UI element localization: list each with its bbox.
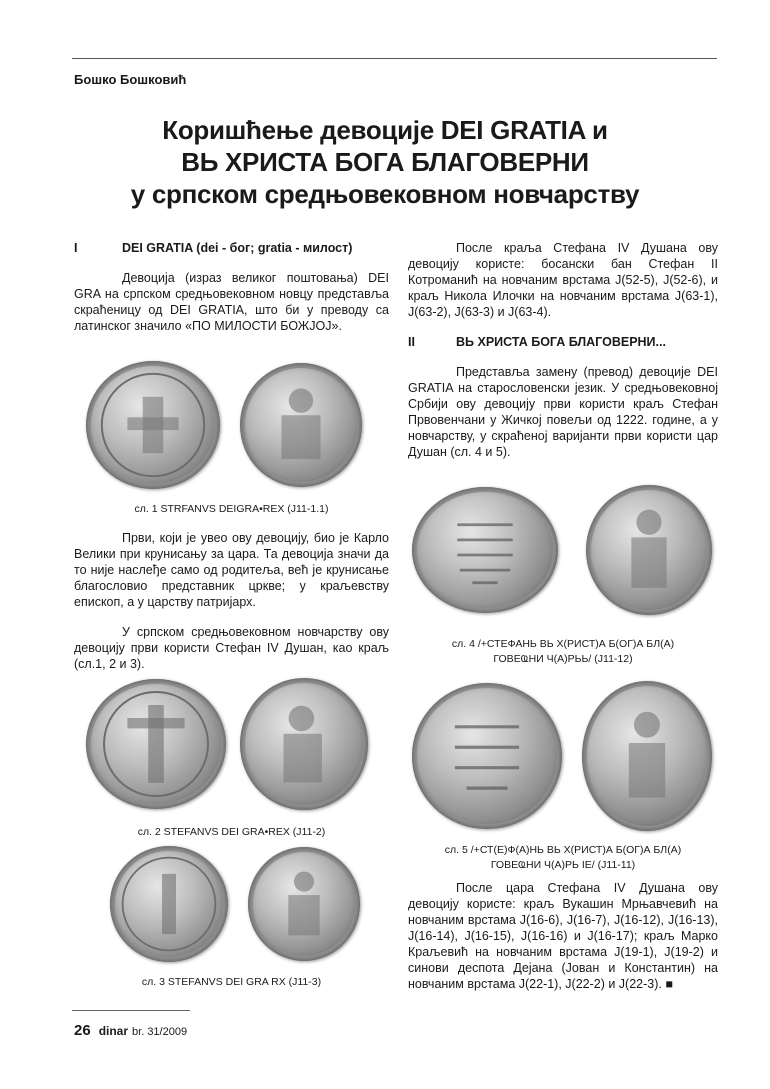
section-2-heading xyxy=(408,334,718,350)
figure-3-caption: сл. 3 STEFANVS DEI GRA RX (J11-3) xyxy=(141,976,322,988)
section-2-body xyxy=(408,880,718,992)
title-line-3: у српском средњовековном новчарству xyxy=(130,179,640,209)
figure-1 xyxy=(86,360,362,490)
section-1-heading xyxy=(74,240,389,256)
coin-reverse-image xyxy=(586,485,712,615)
paragraph: Први, који је увео ову девоцију, био је Карло Велики при крунисању за цара. Та девоција значи да то није наслеђе само од родитеља, већ је крунисање благословио представник цркве; у краљевству епископ, а у царству патријарх. xyxy=(74,531,389,609)
section-2-block xyxy=(408,240,718,460)
section-1-title: DEI GRATIA (dei - бог; gratia - милост) xyxy=(122,241,353,255)
article-title xyxy=(80,114,690,210)
figure-1-caption: сл. 1 STRFANVS DEIGRA•REX (J11-1.1) xyxy=(134,503,329,515)
section-1-intro xyxy=(74,240,389,334)
coin-inscription-image xyxy=(412,487,558,613)
coin-obverse-image xyxy=(110,846,228,962)
paragraph: Девоција (израз великог поштовања) DEI GRA на српском средњовековном новцу представља скраћеницу од DEI GRATIA, што би у преводу са латинског значило «ПО МИЛОСТИ БОЖЈОЈ». xyxy=(74,271,389,333)
issue-number: br. 31/2009 xyxy=(132,1026,188,1038)
figure-4-caption-line-2: ГОВЕҨНИ Ч(А)РЬЬ/ (J11-12) xyxy=(493,653,633,665)
figure-2-caption: сл. 2 STEFANVS DEI GRA•REX (J11-2) xyxy=(137,826,326,838)
coin-reverse-image xyxy=(582,681,712,831)
coin-reverse-image xyxy=(240,363,362,487)
page-footer xyxy=(74,1022,187,1039)
page-number: 26 xyxy=(74,1022,91,1039)
paragraph: После краља Стефана IV Душана ову девоцију користе: босански бан Стефан II Котроманић на новчаним врстама J(52-5), J(52-6), и краљ Никола Илочки на новчаним врстама J(63-1), J(63-2), J(63-3) и J(63-4). xyxy=(408,241,718,319)
title-line-1: Коришћење девоције DEI GRATIA и xyxy=(162,115,608,145)
section-1-body xyxy=(74,530,389,672)
figure-4 xyxy=(412,484,712,616)
coin-reverse-image xyxy=(240,678,368,810)
coin-inscription-image xyxy=(412,683,562,829)
author-name: Бошко Бошковић xyxy=(74,72,187,87)
section-1-number: I xyxy=(74,241,78,255)
figure-5-caption-line-1: сл. 5 /+СТ(Е)Ф(А)НЬ ВЬ Х(РИСТ)А Б(ОГ)А БЛ(А) xyxy=(444,844,682,856)
paragraph: У српском средњовековном новчарству ову девоцију први користи Стефан IV Душан, као краљ (сл.1, 2 и 3). xyxy=(74,625,389,671)
paragraph: Представља замену (превод) девоције DEI GRATIA на старословенски језик. У средњовековној Србији ову девоцију први користи краљ Стефан Првовенчани у Жичкој повељи од 1222. године, а у новчарству, у скраћеној варијанти први користи цар Душан (сл. 4 и 5). xyxy=(408,365,718,459)
coin-obverse-image xyxy=(86,679,226,809)
coin-reverse-image xyxy=(248,847,360,961)
figure-4-caption-line-1: сл. 4 /+СТЕФАНЬ ВЬ Х(РИСТ)А Б(ОГ)А БЛ(А) xyxy=(451,638,675,650)
figure-5 xyxy=(412,680,712,832)
figure-2 xyxy=(86,678,368,810)
paragraph: После цара Стефана IV Душана ову девоцију користе: краљ Вукашин Мрњавчевић на новчаним врстама J(16-6), J(16-7), J(16-12), J(16-13), J(16-14), J(16-15), J(16-16) и J(16-17); краљ Марко Краљевић на новчаним врстама J(19-1), J(19-2) и синови деспота Дејана (Јован и Константин) на новчаним врстама J(22-1), J(22-2) и J(22-3). ■ xyxy=(408,881,718,991)
figure-3 xyxy=(110,846,360,962)
figure-5-caption-line-2: ГОВЕҨНИ Ч(А)РЬ IE/ (J11-11) xyxy=(490,859,636,871)
footer-rule xyxy=(72,1010,190,1011)
coin-obverse-image xyxy=(86,361,220,489)
magazine-name: dinar xyxy=(98,1024,129,1038)
header-rule xyxy=(72,58,717,59)
section-2-title: ВЬ ХРИСТА БОГА БЛАГОВЕРНИ... xyxy=(456,335,666,349)
section-2-number: II xyxy=(408,335,415,349)
title-line-2: ВЬ ХРИСТА БОГА БЛАГОВЕРНИ xyxy=(181,147,589,177)
